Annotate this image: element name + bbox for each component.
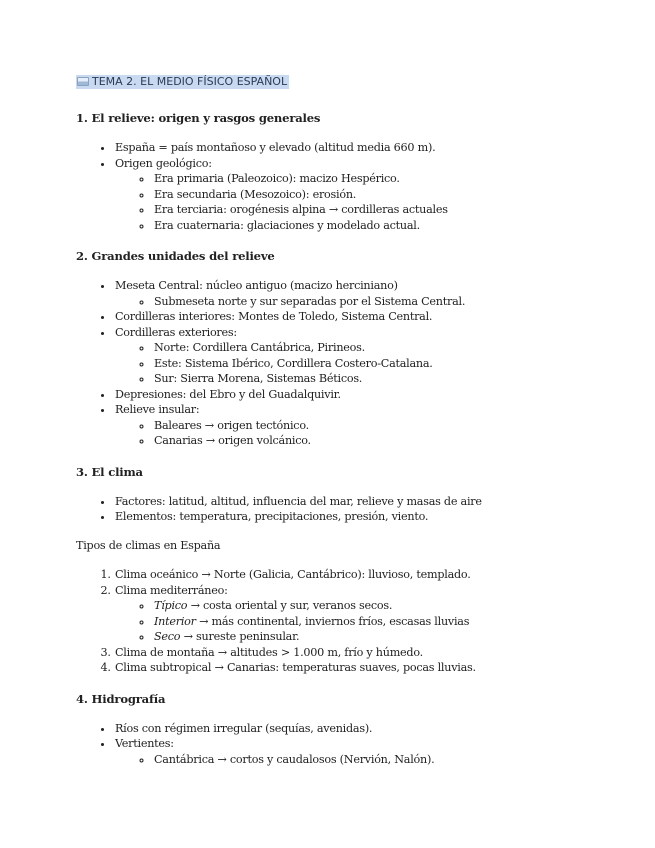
sub-list [153,171,616,233]
sub-list-item: ◦ Baleares → origen tectónico. [153,418,616,434]
section-clima [76,464,616,676]
sub-list-item: ◦ Sur: Sierra Morena, Sistemas Béticos. [153,371,616,387]
list-item: • Ríos con régimen irregular (sequías, avenidas). [114,721,616,737]
list-item [114,325,616,387]
list-item [114,736,616,767]
sub-list-item: ◦ Era primaria (Paleozoico): macizo Hespérico. [153,171,616,187]
bullet-list [114,721,616,768]
bullet-list [114,140,616,233]
list-item: • Factores: latitud, altitud, influencia del mar, relieve y masas de aire [114,494,616,510]
sub-list-item: ◦ Era terciaria: orogénesis alpina → cordilleras actuales [153,202,616,218]
sub-list-item: ◦ Era secundaria (Mesozoico): erosión. [153,187,616,203]
section-heading: 2. Grandes unidades del relieve [76,249,275,263]
title-line [76,74,616,90]
list-item [114,583,616,645]
climate-term: Seco [154,630,181,643]
doc-title: TEMA 2. EL MEDIO FÍSICO ESPAÑOL [92,75,288,88]
sub-list-item: ◦ Este: Sistema Ibérico, Cordillera Costero-Catalana. [153,356,616,372]
list-item: • Cordilleras interiores: Montes de Toledo, Sistema Central. [114,309,616,325]
sub-list [153,752,616,768]
sub-list [153,598,616,645]
sub-list-item: ◦ Canarias → origen volcánico. [153,433,616,449]
sub-list [153,418,616,449]
sub-list-item [153,614,616,630]
section-heading: 3. El clima [76,464,143,479]
numbered-list [114,567,616,676]
sub-list-item: ◦ Era cuaternaria: glaciaciones y modelado actual. [153,218,616,234]
list-item-label: Meseta Central: núcleo antiguo (macizo herciniano) [115,279,398,292]
section-hidrografia [76,691,616,768]
list-item [114,402,616,449]
section-unidades [76,248,616,449]
list-item [114,156,616,234]
sub-list [153,340,616,387]
climate-term: Típico [154,599,188,612]
section-heading: 1. El relieve: origen y rasgos generales [76,111,321,125]
paragraph: Tipos de climas en España [76,538,221,552]
section-relieve [76,110,616,233]
sub-list-item: ◦ Norte: Cordillera Cantábrica, Pirineos. [153,340,616,356]
sub-list-item: ◦ Cantábrica → cortos y caudalosos (Nervión, Nalón). [153,752,616,768]
list-item-label: Cordilleras exteriores: [115,325,237,339]
sub-list-item: ◦ Submeseta norte y sur separadas por el Sistema Central. [153,294,616,310]
sub-list-item [153,629,616,645]
list-item: • Elementos: temperatura, precipitaciones, presión, viento. [114,509,616,525]
image-icon [77,77,89,86]
climate-desc: → costa oriental y sur, veranos secos. [187,599,393,612]
section-heading: 4. Hidrografía [76,691,166,706]
climate-term: Interior [154,614,196,628]
climate-desc: → sureste peninsular. [180,630,300,643]
bullet-list [114,278,616,449]
list-item: • España = país montañoso y elevado (altitud media 660 m). [114,140,616,156]
list-item-label: Clima mediterráneo: [115,583,228,597]
climate-desc: → más continental, inviernos fríos, escasas lluvias [195,614,470,628]
list-item [114,278,616,309]
list-item: 4. Clima subtropical → Canarias: temperaturas suaves, pocas lluvias. [114,660,616,676]
list-item-label: Origen geológico: [115,156,212,170]
list-item: 1. Clima oceánico → Norte (Galicia, Cantábrico): lluvioso, templado. [114,567,616,583]
list-item: • Depresiones: del Ebro y del Guadalquivir. [114,387,616,403]
doc-title-highlight [76,75,289,89]
sub-list-item [153,598,616,614]
list-item-label: Vertientes: [115,737,174,750]
bullet-list [114,494,616,525]
list-item-label: Relieve insular: [115,403,200,416]
sub-list [153,294,616,310]
list-item: 3. Clima de montaña → altitudes > 1.000 m, frío y húmedo. [114,645,616,661]
